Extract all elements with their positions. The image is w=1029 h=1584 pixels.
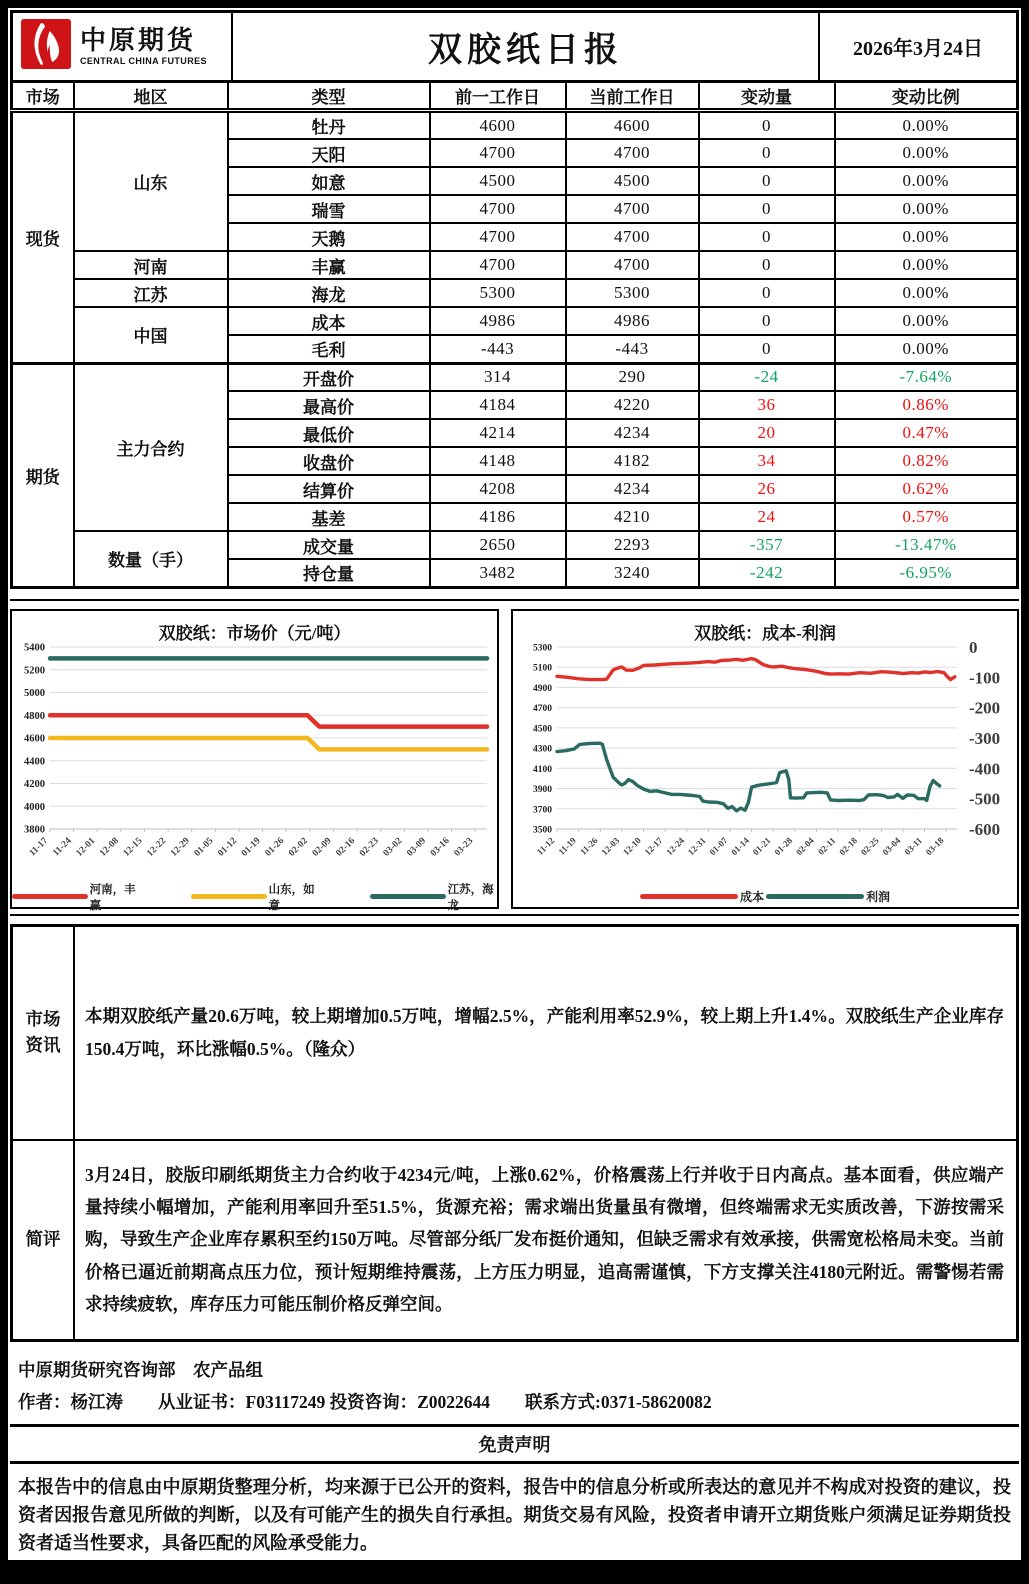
svg-text:12-17: 12-17 <box>642 834 665 857</box>
chart-title: 双胶纸：市场价（元/吨） <box>158 623 351 643</box>
curr-value-cell: 4234 <box>566 419 699 447</box>
change-cell: 0 <box>699 251 835 279</box>
y-axis-labels-left <box>24 642 45 835</box>
change-cell: 0 <box>699 335 835 363</box>
type-cell: 天鹅 <box>228 223 430 251</box>
svg-text:03-23: 03-23 <box>452 835 476 859</box>
x-axis-labels <box>28 829 476 859</box>
region-cell: 主力合约 <box>74 363 228 531</box>
curr-value-cell: 4234 <box>566 475 699 503</box>
svg-text:11-26: 11-26 <box>578 834 600 857</box>
legend-item <box>766 888 890 905</box>
change-pct-cell: 0.00% <box>835 139 1018 167</box>
prev-value-cell: 4148 <box>430 447 566 475</box>
change-cell: 0 <box>699 111 835 140</box>
svg-text:02-23: 02-23 <box>358 835 381 859</box>
company-logo <box>13 13 233 80</box>
change-pct-cell: -6.95% <box>835 559 1018 587</box>
svg-text:3500: 3500 <box>533 825 552 835</box>
svg-text:03-16: 03-16 <box>428 835 452 859</box>
report-title: 双胶纸日报 <box>233 13 820 80</box>
disclaimer-title: 免责声明 <box>10 1424 1019 1464</box>
svg-text:4000: 4000 <box>24 801 45 813</box>
svg-text:5300: 5300 <box>533 643 552 653</box>
change-pct-cell: 0.00% <box>835 195 1018 223</box>
svg-text:12-08: 12-08 <box>98 835 121 859</box>
curr-value-cell: 4600 <box>566 111 699 140</box>
svg-text:03-04: 03-04 <box>880 834 903 857</box>
change-pct-cell: -7.64% <box>835 363 1018 391</box>
legend-item <box>640 888 764 905</box>
footer-block <box>10 1342 1019 1425</box>
change-cell: 0 <box>699 167 835 195</box>
prev-value-cell: 4986 <box>430 307 566 335</box>
change-cell: 34 <box>699 447 835 475</box>
svg-text:02-02: 02-02 <box>287 835 310 859</box>
region-cell: 河南 <box>74 251 228 279</box>
svg-text:11-24: 11-24 <box>51 835 74 858</box>
series-line <box>557 743 940 811</box>
type-cell: 天阳 <box>228 139 430 167</box>
svg-text:03-11: 03-11 <box>902 834 924 857</box>
comment-label: 简评 <box>13 1141 75 1339</box>
change-cell: 0 <box>699 195 835 223</box>
prev-value-cell: 4700 <box>430 195 566 223</box>
series-line <box>50 738 487 749</box>
svg-text:02-04: 02-04 <box>793 834 816 857</box>
comment-row <box>13 1139 1016 1339</box>
svg-text:-200: -200 <box>969 698 1001 718</box>
prev-value-cell: 4700 <box>430 139 566 167</box>
change-cell: -24 <box>699 363 835 391</box>
svg-text:03-02: 03-02 <box>381 835 405 859</box>
svg-text:02-09: 02-09 <box>310 835 334 859</box>
report-date: 2026年3月24日 <box>853 38 983 60</box>
change-cell: 26 <box>699 475 835 503</box>
type-cell: 海龙 <box>228 279 430 307</box>
type-cell: 成交量 <box>228 531 430 559</box>
report-sheet <box>8 8 1021 1560</box>
legend-line-swatch <box>370 894 446 899</box>
comment-text: 3月24日，胶版印刷纸期货主力合约收于4234元/吨，上涨0.62%，价格震荡上行并收于日内高点。基本面看，供应端产量持续小幅增加，产能利用率回升至51.5%，货源充裕；需求端出货量虽有微增，但终端需求无实质改善，下游按需采购，导致生产企业库存累积至约150万吨。尽管部分纸厂发布挺价通知，但缺乏需求有效承接，供需宽松格局未变。当前价格已逼近前期高点压力位，预计短期维持震荡，上方压力明显，追高需谨慎，下方支撑关注4180元附近。需警惕若需求持续疲软，库存压力可能压制价格反弹空间。 <box>85 1164 1004 1315</box>
chart-canvas <box>12 641 497 884</box>
svg-text:12-03: 12-03 <box>599 834 622 857</box>
svg-text:12-22: 12-22 <box>145 835 169 859</box>
prev-value-cell: 314 <box>430 363 566 391</box>
svg-text:02-18: 02-18 <box>837 834 860 857</box>
curr-value-cell: 5300 <box>566 279 699 307</box>
author-line: 作者：杨江涛 从业证书：F03117249 投资咨询：Z0022644 联系方式:0371-58620082 <box>18 1391 712 1412</box>
curr-value-cell: 4182 <box>566 447 699 475</box>
curr-value-cell: 290 <box>566 363 699 391</box>
change-pct-cell: 0.00% <box>835 111 1018 140</box>
report-header <box>10 10 1019 80</box>
svg-text:12-29: 12-29 <box>169 835 192 859</box>
table-row <box>12 251 1018 279</box>
legend-item <box>12 881 139 913</box>
svg-text:3900: 3900 <box>533 784 552 795</box>
type-cell: 牡丹 <box>228 111 430 140</box>
price-table <box>10 80 1019 589</box>
svg-text:5400: 5400 <box>24 642 45 653</box>
market-cell: 现货 <box>12 111 74 364</box>
col-curr-workday: 当前工作日 <box>566 82 699 111</box>
svg-text:11-12: 11-12 <box>534 834 557 857</box>
prev-value-cell: 5300 <box>430 279 566 307</box>
svg-text:01-19: 01-19 <box>239 835 263 859</box>
change-pct-cell: 0.00% <box>835 167 1018 195</box>
curr-value-cell: 4210 <box>566 503 699 531</box>
change-pct-cell: 0.00% <box>835 307 1018 335</box>
table-row <box>12 111 1018 140</box>
curr-value-cell: 2293 <box>566 531 699 559</box>
region-cell: 中国 <box>74 307 228 363</box>
svg-text:5000: 5000 <box>24 687 45 699</box>
region-cell: 山东 <box>74 111 228 252</box>
svg-text:0: 0 <box>969 640 978 657</box>
curr-value-cell: 4700 <box>566 195 699 223</box>
type-cell: 如意 <box>228 167 430 195</box>
change-cell: 24 <box>699 503 835 531</box>
legend-item <box>191 881 318 913</box>
table-row <box>12 279 1018 307</box>
change-pct-cell: 0.00% <box>835 335 1018 363</box>
department-line: 中原期货研究咨询部 农产品组 <box>18 1359 263 1380</box>
svg-text:01-14: 01-14 <box>729 834 752 857</box>
col-change: 变动量 <box>699 82 835 111</box>
company-name-en: CENTRAL CHINA FUTURES <box>80 55 207 66</box>
type-cell: 开盘价 <box>228 363 430 391</box>
type-cell: 成本 <box>228 307 430 335</box>
curr-value-cell: 4220 <box>566 391 699 419</box>
legend-line-swatch <box>12 894 88 899</box>
chart-legend <box>513 884 1017 910</box>
svg-text:02-16: 02-16 <box>334 835 358 859</box>
change-pct-cell: -13.47% <box>835 531 1018 559</box>
svg-text:4500: 4500 <box>533 723 552 734</box>
change-cell: 0 <box>699 307 835 335</box>
change-pct-cell: 0.82% <box>835 447 1018 475</box>
prev-value-cell: 2650 <box>430 531 566 559</box>
type-cell: 瑞雪 <box>228 195 430 223</box>
svg-text:12-15: 12-15 <box>121 835 145 859</box>
col-type: 类型 <box>228 82 430 111</box>
y-axis-labels-right <box>969 641 1000 839</box>
svg-text:01-12: 01-12 <box>216 835 240 859</box>
prev-value-cell: 4186 <box>430 503 566 531</box>
prev-value-cell: 4600 <box>430 111 566 140</box>
svg-text:4400: 4400 <box>24 755 45 767</box>
svg-text:02-11: 02-11 <box>815 834 838 857</box>
type-cell: 结算价 <box>228 475 430 503</box>
type-cell: 毛利 <box>228 335 430 363</box>
col-prev-workday: 前一工作日 <box>430 82 566 111</box>
svg-text:-400: -400 <box>969 758 1001 778</box>
svg-text:3700: 3700 <box>533 804 552 815</box>
type-cell: 持仓量 <box>228 559 430 587</box>
prev-value-cell: 3482 <box>430 559 566 587</box>
chart-svg <box>513 641 1017 879</box>
change-pct-cell: 0.57% <box>835 503 1018 531</box>
svg-text:5100: 5100 <box>533 663 552 674</box>
change-cell: 20 <box>699 419 835 447</box>
prev-value-cell: 4500 <box>430 167 566 195</box>
type-cell: 收盘价 <box>228 447 430 475</box>
x-axis-labels <box>535 829 946 857</box>
prev-value-cell: -443 <box>430 335 566 363</box>
type-cell: 最低价 <box>228 419 430 447</box>
svg-text:01-21: 01-21 <box>750 834 773 857</box>
spacer-strip <box>10 914 1019 924</box>
change-pct-cell: 0.00% <box>835 251 1018 279</box>
series-line <box>50 715 487 726</box>
curr-value-cell: 4500 <box>566 167 699 195</box>
legend-item <box>370 881 497 913</box>
curr-value-cell: 3240 <box>566 559 699 587</box>
gap <box>10 601 1019 609</box>
table-header-row <box>12 82 1018 111</box>
change-pct-cell: 0.62% <box>835 475 1018 503</box>
change-pct-cell: 0.47% <box>835 419 1018 447</box>
curr-value-cell: 4700 <box>566 223 699 251</box>
legend-line-swatch <box>640 894 738 899</box>
curr-value-cell: 4986 <box>566 307 699 335</box>
company-logo-icon <box>21 19 71 74</box>
change-pct-cell: 0.86% <box>835 391 1018 419</box>
type-cell: 基差 <box>228 503 430 531</box>
table-row <box>12 363 1018 391</box>
change-cell: -357 <box>699 531 835 559</box>
market-info-label: 市场资讯 <box>13 927 75 1139</box>
legend-label: 成本 <box>739 890 764 904</box>
col-region: 地区 <box>74 82 228 111</box>
disclaimer-body: 本报告中的信息由中原期货整理分析，均来源于已公开的资料，报告中的信息分析或所表达的意见并不构成对投资的建议，投资者因报告意见所做的判断，以及有可能产生的损失自行承担。期货交易有风险，投资者申请开立期货账户须满足证券期货投资者适当性要求，具备匹配的风险承受能力。 <box>18 1477 1011 1554</box>
svg-text:11-17: 11-17 <box>27 835 51 858</box>
legend-label: 山东，如意 <box>268 883 315 912</box>
col-change-pct: 变动比例 <box>835 82 1018 111</box>
svg-text:01-07: 01-07 <box>707 834 730 857</box>
company-name-cn: 中原期货 <box>80 26 197 56</box>
svg-text:-500: -500 <box>969 789 1001 809</box>
prev-value-cell: 4700 <box>430 251 566 279</box>
svg-text:3800: 3800 <box>24 824 45 835</box>
col-market: 市场 <box>12 82 74 111</box>
svg-text:-300: -300 <box>969 728 1001 748</box>
series-line <box>557 658 955 679</box>
svg-text:11-19: 11-19 <box>556 834 579 857</box>
svg-text:12-31: 12-31 <box>685 834 708 857</box>
svg-text:4800: 4800 <box>24 710 45 722</box>
svg-text:12-10: 12-10 <box>620 834 643 857</box>
change-cell: 36 <box>699 391 835 419</box>
prev-value-cell: 4700 <box>430 223 566 251</box>
svg-text:01-05: 01-05 <box>192 835 216 859</box>
curr-value-cell: -443 <box>566 335 699 363</box>
chart-title: 双胶纸：成本-利润 <box>694 623 836 643</box>
svg-text:12-24: 12-24 <box>664 834 687 857</box>
y-axis-labels-left <box>533 643 552 835</box>
table-row <box>12 531 1018 559</box>
spacer-strip <box>10 589 1019 601</box>
table-row <box>12 307 1018 335</box>
change-pct-cell: 0.00% <box>835 223 1018 251</box>
svg-text:02-25: 02-25 <box>858 834 881 857</box>
company-logo-text <box>80 27 207 66</box>
svg-text:-100: -100 <box>969 667 1001 687</box>
svg-text:-600: -600 <box>969 819 1001 839</box>
prev-value-cell: 4214 <box>430 419 566 447</box>
svg-text:4100: 4100 <box>533 764 552 775</box>
market-info-text: 本期双胶纸产量20.6万吨，较上期增加0.5万吨，增幅2.5%，产能利用率52.9%，较上期上升1.4%。双胶纸生产企业库存150.4万吨，环比涨幅0.5%。（隆众） <box>85 1006 1004 1059</box>
svg-text:4600: 4600 <box>24 733 45 744</box>
region-cell: 数量（手） <box>74 531 228 587</box>
charts-band <box>10 609 1019 911</box>
change-cell: 0 <box>699 279 835 307</box>
legend-label: 江苏，海龙 <box>447 883 494 912</box>
change-cell: 0 <box>699 139 835 167</box>
prev-value-cell: 4184 <box>430 391 566 419</box>
region-cell: 江苏 <box>74 279 228 307</box>
info-table <box>10 924 1019 1342</box>
svg-text:01-26: 01-26 <box>263 835 287 859</box>
svg-text:03-09: 03-09 <box>405 835 429 859</box>
legend-line-swatch <box>191 894 267 899</box>
market-info-row <box>13 927 1016 1139</box>
svg-text:4300: 4300 <box>533 744 552 755</box>
type-cell: 最高价 <box>228 391 430 419</box>
svg-text:4900: 4900 <box>533 683 552 694</box>
type-cell: 丰赢 <box>228 251 430 279</box>
change-cell: -242 <box>699 559 835 587</box>
chart-legend <box>12 884 497 910</box>
change-pct-cell: 0.00% <box>835 279 1018 307</box>
svg-text:5200: 5200 <box>24 664 45 676</box>
prev-value-cell: 4208 <box>430 475 566 503</box>
svg-text:01-28: 01-28 <box>772 834 795 857</box>
legend-label: 河南，丰赢 <box>89 883 136 912</box>
cost-profit-chart <box>511 609 1019 909</box>
market-price-chart <box>10 609 499 912</box>
legend-label: 利润 <box>866 890 891 904</box>
curr-value-cell: 4700 <box>566 251 699 279</box>
legend-line-swatch <box>766 894 864 899</box>
market-cell: 期货 <box>12 363 74 587</box>
chart-svg <box>12 641 497 879</box>
change-cell: 0 <box>699 223 835 251</box>
svg-text:4700: 4700 <box>533 703 552 714</box>
svg-text:12-01: 12-01 <box>74 835 98 859</box>
svg-text:4200: 4200 <box>24 778 45 790</box>
chart-canvas <box>513 641 1017 884</box>
svg-text:03-18: 03-18 <box>923 834 946 857</box>
curr-value-cell: 4700 <box>566 139 699 167</box>
